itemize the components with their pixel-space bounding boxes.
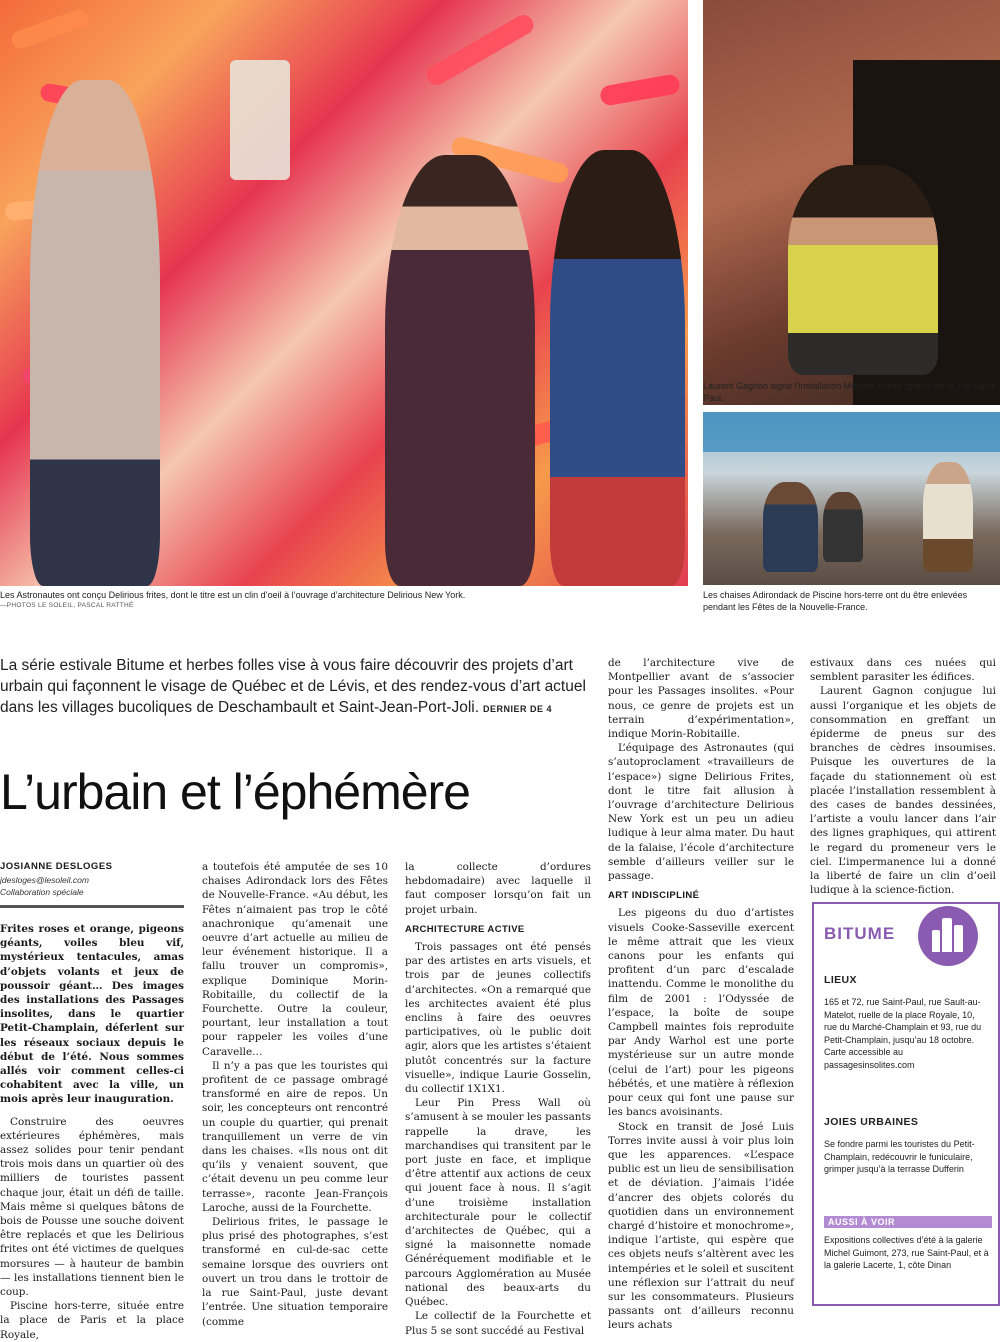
photo-credit: —PHOTOS LE SOLEIL, PASCAL RATTHÉ	[0, 602, 134, 609]
deck-text: La série estivale Bitume et herbes folles vise à vous faire découvrir des projets d’art urbain qui façonnent le visage de Québec et de Lévis, et des rendez-vous d’art actuel dans les villages bucoliques de Deschambault et Saint-Jean-Port-Joli.	[0, 657, 586, 716]
paragraph: Stock en transit de José Luis Torres invite aussi à voir plus loin que les apparences. «L’espace public est un lieu de sensibilisation et de déviation. J’aimais l’idée d’ancrer des objets colorés du quotidien dans un environnement chargé d’histoire et monochrome», indique l’artiste, qui espère que ces objets neufs s’altèrent avec les intempéries et le soleil et suscitent une réflexion sur l’attrait du neuf sur les consommateurs. Plusieurs passants ont d’ailleurs reconnu leurs achats	[608, 1120, 794, 1332]
column-1-body	[0, 922, 184, 1342]
paragraph: Il n’y a pas que les touristes qui profitent de ce passage ombragé transformé en aire de repos. Un soir, les concepteurs ont rencontré un couple du quartier, qui prenait tranquillement un verre de vin dans les chaises. «Ils nous ont dit qu’ils y venaient souvent, que c’était devenu un peu comme leur terrasse», raconte Jean-François Laroche, aussi de la Fourchette.	[202, 1059, 388, 1214]
paragraph: Les pigeons du duo d’artistes visuels Cooke-Sasseville exercent le même attrait que les vieux canons pour les enfants qui profitent d’un parc d’escalade inattendu. Comme le monolithe du film de 2001 : l’Odyssée de l’espace, la boîte de soupe Campbell maintes fois reproduite par Andy Warhol est une porte mystérieuse sur un autre monde (celui de l’art) pour les pigeons hébétés, et une matière à réflexion pour ceux qui font une pause sur les bancs avoisinants.	[608, 907, 794, 1119]
buildings-icon	[918, 906, 978, 966]
main-photo-caption: Les Astronautes ont conçu Delirious frites, dont le titre est un clin d’oeil à l’ouvrage d’architecture Delirious New York.	[0, 590, 466, 600]
aussi-heading: AUSSI À VOIR	[824, 1216, 992, 1228]
aussi-text: Expositions collectives d’été à la galerie Michel Guimont, 273, rue Saint-Paul, et à la galerie Lacerte, 1, côte Dinan	[824, 1235, 989, 1270]
series-tag: DERNIER DE 4	[483, 704, 553, 714]
paragraph: de l’architecture vive de Montpellier avant de s’associer pour les Passages insolites. «Pour nous, ce genre de projets est un terrain d’expérimentation», indique Morin-Robitaille.	[608, 657, 794, 741]
column-1	[0, 860, 185, 898]
main-photo	[0, 0, 688, 586]
joies-text: Se fondre parmi les touristes du Petit-Champlain, redécouvrir le funiculaire, grimper jusqu’à la terrasse Dufferin	[824, 1139, 975, 1174]
lieux-heading: LIEUX	[824, 974, 857, 986]
joies-heading: JOIES URBAINES	[824, 1116, 919, 1128]
column-4	[608, 656, 794, 1333]
lead-paragraph: Frites roses et orange, pigeons géants, voiles bleu vif, mystérieux tentacules, amas d’objets volants et jeux de poussoir géant… Des images des installations des Passages insolites, dans le quartier Petit-Champlain, déferlent sur les réseaux sociaux depuis le début de l’été. Nous sommes allés voir comment celles-ci cohabitent avec la ville, un mois après leur inauguration.	[0, 923, 184, 1106]
bottom-right-photo-caption: Les chaises Adirondack de Piscine hors-terre ont du être enlevées pendant les Fêtes de la Nouvelle-France.	[703, 590, 968, 612]
subhead-architecture: ARCHITECTURE ACTIVE	[405, 923, 525, 935]
bitume-info-box	[812, 902, 1000, 1306]
paragraph: Piscine hors-terre, située entre la place de Paris et la place Royale,	[0, 1300, 184, 1341]
column-2	[202, 860, 388, 1329]
byline-rule	[0, 905, 184, 908]
paragraph: Le collectif de la Fourchette et Plus 5 se sont succédé au Festival	[405, 1310, 591, 1337]
paragraph: la collecte d’ordures hebdomadaire) avec laquelle il faut composer lorsqu’on fait un projet urbain.	[405, 861, 591, 916]
byline-email: jdesloges@lesoleil.com	[0, 875, 89, 886]
paragraph: a toutefois été amputée de ses 10 chaises Adirondack lors des Fêtes de Nouvelle-France. «Au début, les Fêtes n’aimaient pas trop le côté anachronique qu’amenait une oeuvre d’art actuelle au milieu de leur événement historique. Il a fallu trouver un compromis», explique Dominique Morin-Robitaille, du collectif de la Fourchette. Outre la couleur, pourtant, leur installation a tout pour rappeler les voiles d’une Caravelle…	[202, 861, 388, 1058]
paragraph: L’équipage des Astronautes (qui s’autoproclament «travailleurs de l’espace») signe Delirious Frites, dont le titre fait allusion à l’ouvrage d’architecture Delirious New York est un peu un adieu ludique à leur alma mater. Du haut de la falaise, l’école d’architecture semble d’ailleurs veiller sur le passage.	[608, 742, 794, 883]
paragraph: Leur Pin Press Wall où s’amusent à se mouler les passants rappelle la drave, les marchandises qui transitent par le port juste en face, et implique d’être attentif aux actions de ceux qui jouent face à nous. Il s’agit d’une troisième installation architecturale pour le collectif d’architectes de Québec, qui a signé la maisonnette nomade Généréquement modifiable et le parcours Agglomération au Musée national des beaux-arts du Québec.	[405, 1097, 591, 1309]
article-deck	[0, 655, 600, 720]
paragraph: Trois passages ont été pensés par des artistes en arts visuels, et trois par de jeunes collectifs d’architectes. «On a remarqué que les architectes avaient été plus enclins à faire des oeuvres participatives, où le public doit agir, alors que les artistes s’étaient plutôt concentrés sur la facture visuelle», indique Laurie Gosselin, du collectif 1X1X1.	[405, 941, 591, 1096]
photo-laurent-gagnon	[703, 0, 1000, 405]
paragraph: Laurent Gagnon conjugue lui aussi l’organique et les objets de consommation en greffant un épiderme de pneus sur des branches de cèdres insoumises. Puisque les ouvertures de la façade du stationnement où est placée l’installation ressemblent à des cases de bandes dessinées, l’artiste a voulu lancer dans l’air des lignes graphiques, qui attirent le regard du promeneur vers le ciel. L’impermanence lui a donné la liberté de faire un clin d’oeil ludique à la science-fiction.	[810, 685, 996, 897]
headline: L’urbain et l’éphémère	[0, 764, 470, 820]
paragraph: estivaux dans ces nuées qui semblent parasiter les édifices.	[810, 657, 996, 684]
box-title: BITUME	[824, 924, 896, 943]
byline-name: JOSIANNE DESLOGES	[0, 861, 113, 872]
subhead-art: ART INDISCIPLINÉ	[608, 890, 700, 902]
column-5	[810, 656, 996, 897]
byline-role: Collaboration spéciale	[0, 887, 84, 898]
top-right-photo-caption: Laurent Gagnon signe l’installation Mèches noires (grand vent), rue Saint-Paul.	[703, 381, 998, 403]
paragraph: Construire des oeuvres extérieures éphémères, mais assez solides pour tenir pendant trois mois dans un quartier où des milliers de touristes passent chaque jour, était un défi de taille. Mais même si quelques bâtons de bois de Pousse une souche doivent être replacés et que les Delirious frites ont été victimes de quelques morsures — à hauteur de bambin — les installations tiennent bien le coup.	[0, 1115, 184, 1299]
lieux-text: 165 et 72, rue Saint-Paul, rue Sault-au-Matelot, ruelle de la place Royale, 10, rue du Marché-Champlain et 93, rue du Petit-Champlain, jusqu’au 18 octobre. Carte accessible au passagesinsolites.com	[824, 997, 982, 1070]
photo-piscine-hors-terre	[703, 412, 1000, 585]
paragraph: Delirious frites, le passage le plus prisé des photographes, s’est transformé en cul-de-sac cette semaine lorsque des ouvriers ont ouvert un trou dans le trottoir de la rue Saint-Paul, juste devant l’entrée. Une situation temporaire (comme	[202, 1216, 388, 1328]
column-3	[405, 860, 591, 1338]
